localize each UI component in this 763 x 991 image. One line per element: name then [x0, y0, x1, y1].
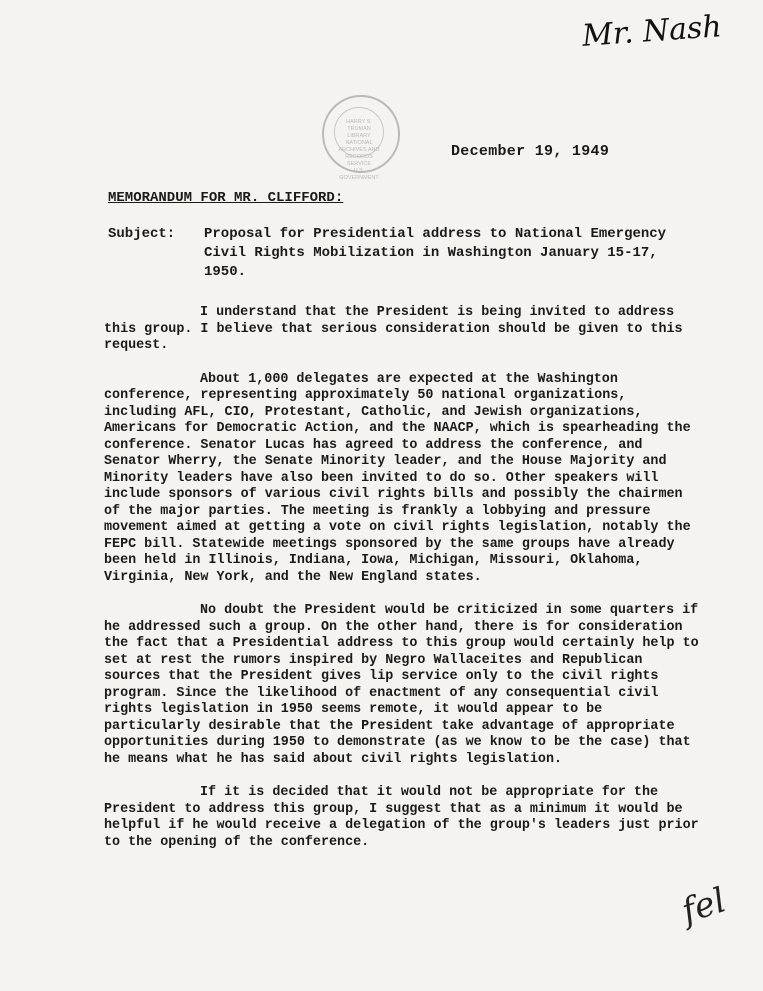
paragraph: I understand that the President is being invited to address this group. I believe that serious consideration should be given to this request.: [104, 305, 683, 353]
archive-stamp-text: [334, 107, 384, 181]
stamp-line-2: NATIONAL ARCHIVES AND RECORDS SERVICE: [338, 140, 380, 167]
archive-stamp: [322, 95, 400, 181]
stamp-line-3: U.S. GOVERNMENT: [339, 168, 379, 181]
paragraph: About 1,000 delegates are expected at the Washington conference, representing approximately 50 national organizations, including AFL, CIO, Protestant, Catholic, and Jewish organizations, Americans for Democratic Action, and the NAACP, which is spearheading the conference. Senator Lucas has agreed to address the conference, and Senator Wherry, the Senate Minority leader, and the House Majority and Minority leaders have also been invited to do so. Other speakers will include sponsors of various civil rights bills and possibly the chairmen of the major parties. The meeting is frankly a lobbying and pressure movement aimed at getting a vote on civil rights legislation, notably the FEPC bill. Statewide meetings sponsored by the same groups have already been held in Illinois, Indiana, Iowa, Michigan, Missouri, Oklahoma, Virginia, New York, and the New England states.: [104, 371, 691, 585]
handwritten-note: Mr. Nash: [580, 9, 723, 54]
paragraph: If it is decided that it would not be appropriate for the President to address this group, I suggest that as a minimum it would be helpful if he would receive a delegation of the group's leaders just prior to the opening of the conference.: [104, 785, 699, 850]
paragraph: No doubt the President would be criticized in some quarters if he addressed such a group. On the other hand, there is for consideration the fact that a Presidential address to this group would certainly help to set at rest the rumors inspired by Negro Wallaceites and Republican sources that the President gives lip service only to the civil rights program. Since the likelihood of enactment of any consequential civil rights legislation in 1950 seems remote, it would appear to be particularly desirable that the President take advantage of appropriate opportunities during 1950 to demonstrate (as we know to be the case) that he means what he has said about civil rights legislation.: [104, 603, 699, 767]
subject-text: Proposal for Presidential address to National Emergency Civil Rights Mobilization in Washington January 15-17, 1950.: [204, 226, 667, 280]
memo-heading: MEMORANDUM FOR MR. CLIFFORD:: [108, 190, 344, 206]
handwritten-initials: fel: [676, 880, 731, 932]
subject-label: Subject:: [108, 226, 176, 242]
memo-body: [104, 305, 704, 868]
stamp-line-1: HARRY S. TRUMAN LIBRARY: [346, 119, 372, 139]
memo-date: December 19, 1949: [451, 143, 610, 160]
